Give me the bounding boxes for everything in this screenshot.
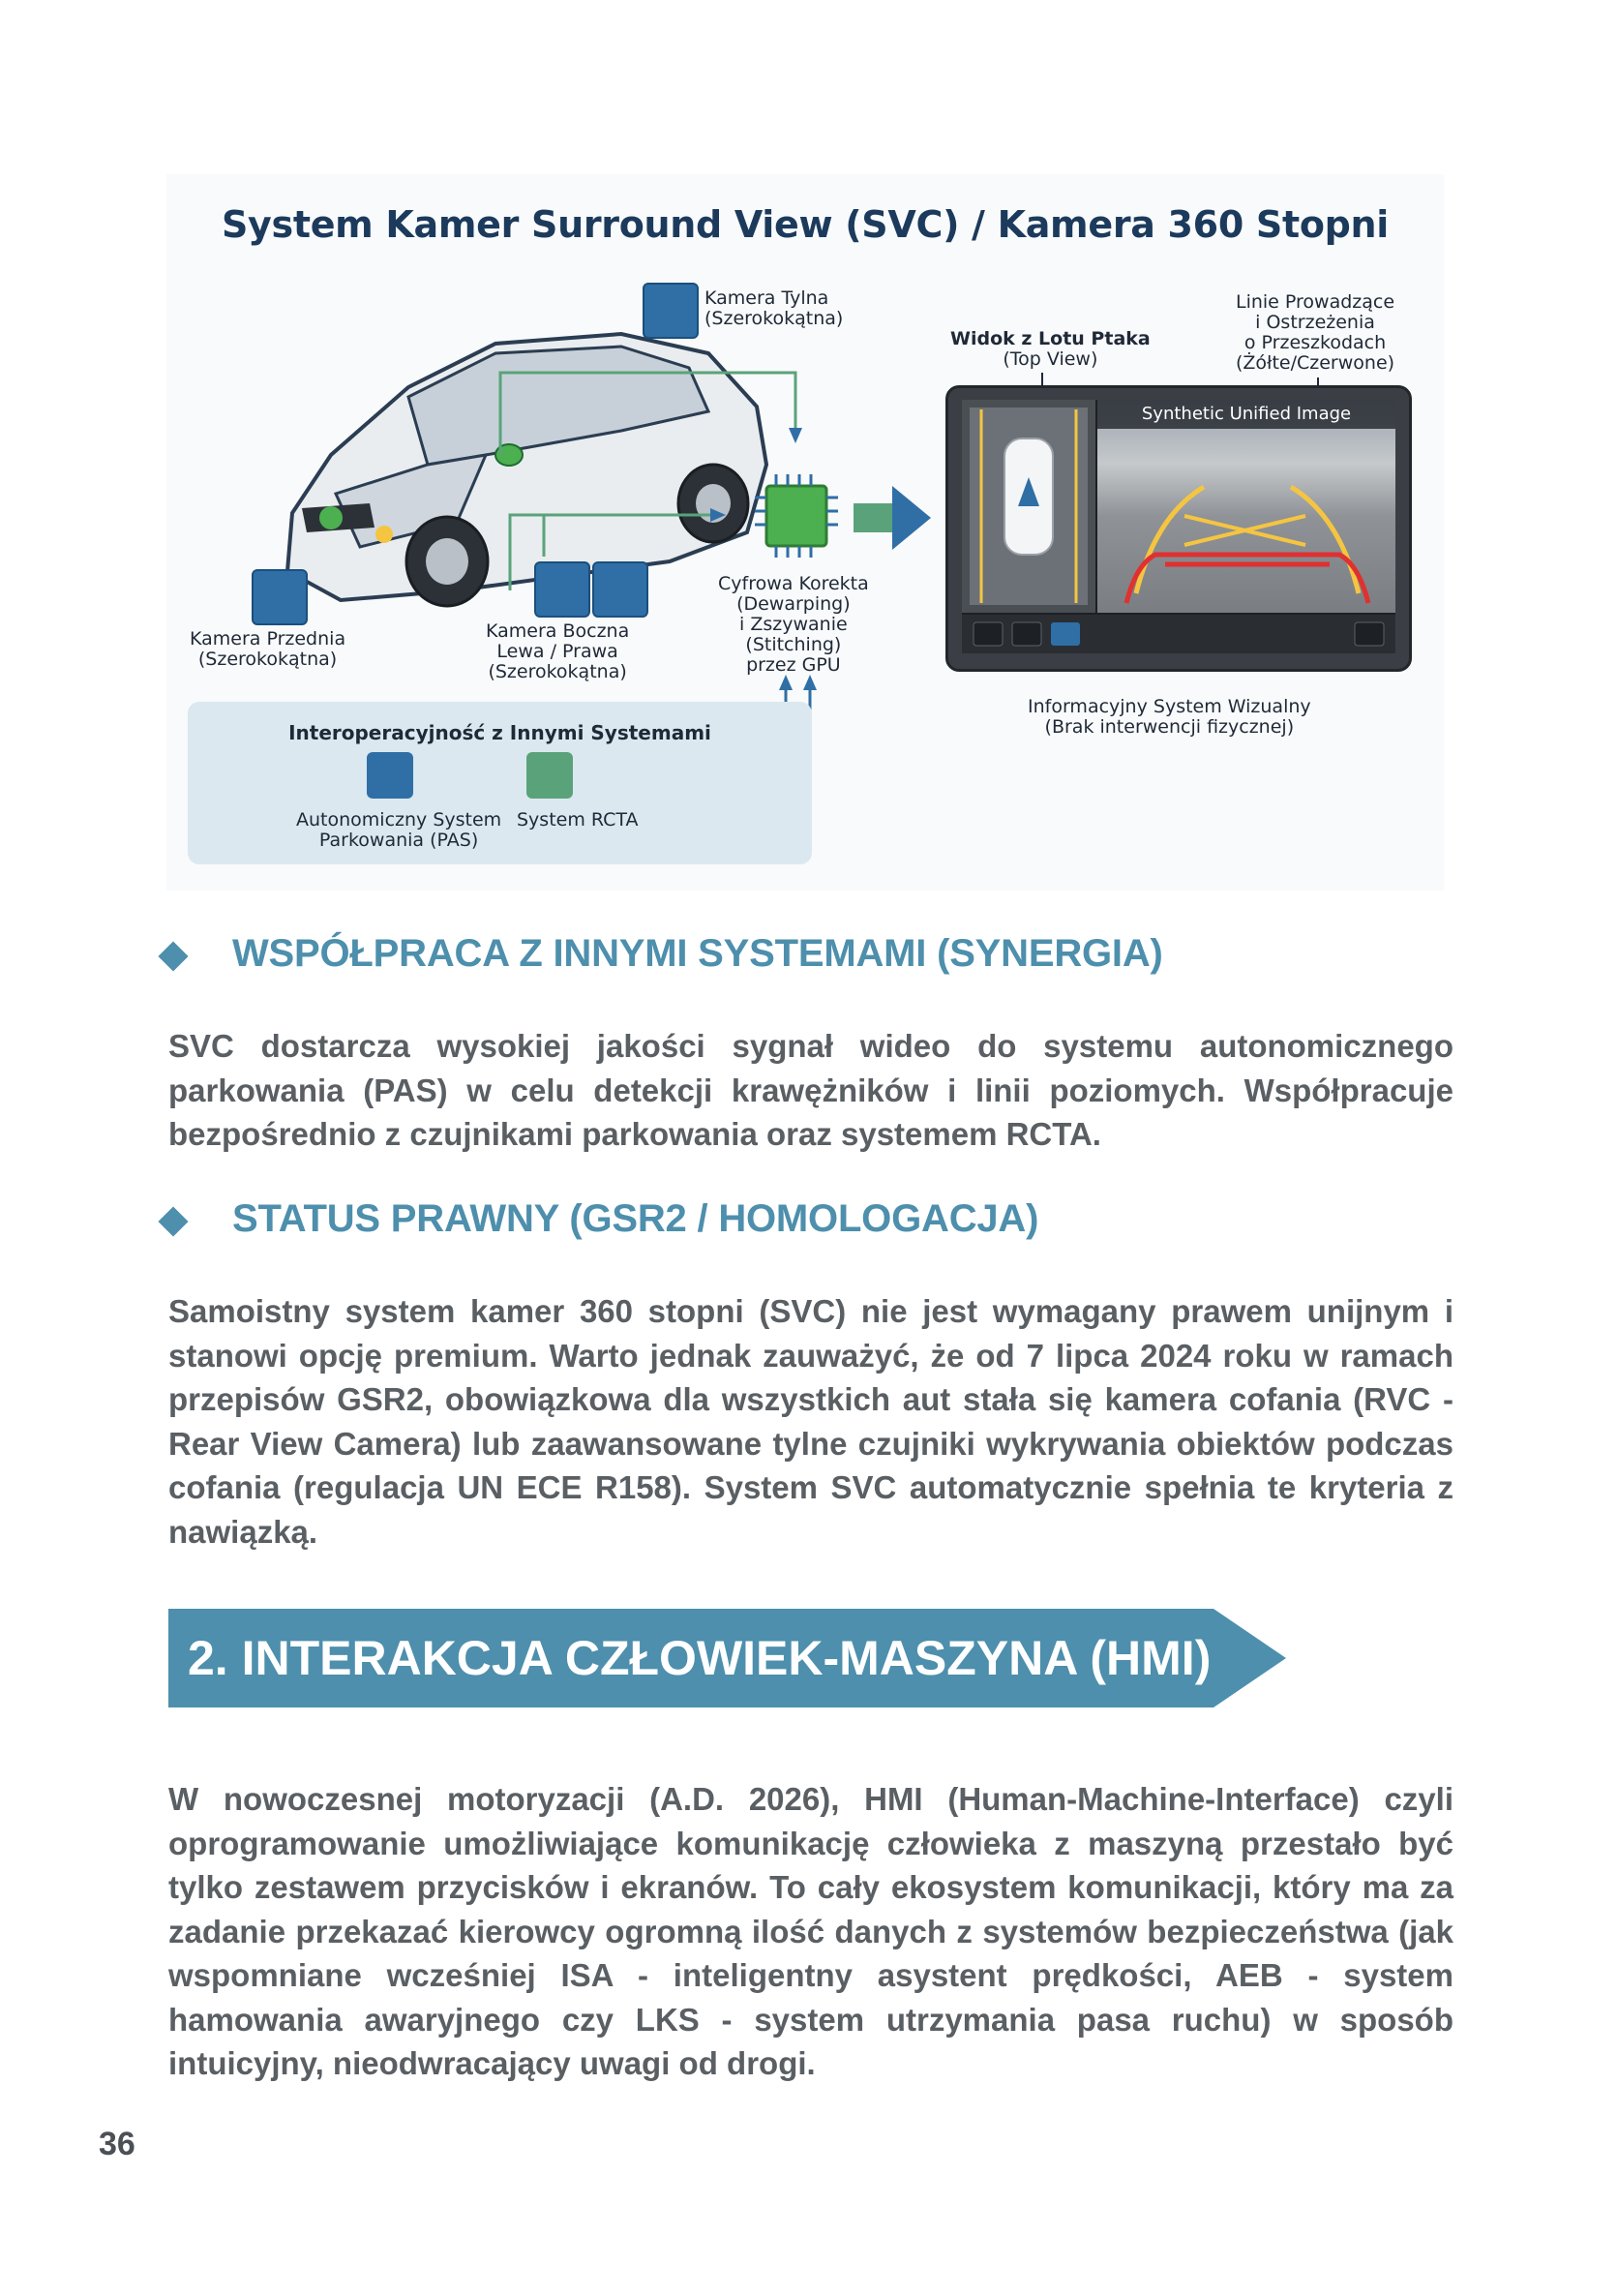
right-camera-icon xyxy=(592,561,648,618)
interop-box xyxy=(188,702,812,864)
page-number: 36 xyxy=(99,2126,135,2162)
front-camera-icon xyxy=(252,569,308,625)
svc-diagram xyxy=(166,174,1444,891)
display-monitor xyxy=(945,385,1412,672)
chapter-title: 2. INTERAKCJA CZŁOWIEK-MASZYNA (HMI) xyxy=(188,1631,1212,1685)
rcta-icon xyxy=(526,752,573,799)
rear-camera-icon xyxy=(643,283,699,339)
gpu-chip-icon xyxy=(755,474,838,558)
section-body-synergy: SVC dostarcza wysokiej jakości sygnał wideo do systemu autonomicznego parkowania (PAS) w celu detekcji krawężników i linii poziomych. Współpracuje bezpośrednio z czujnikami parkowania oraz systemem RCTA. xyxy=(168,1028,1453,1152)
screen-controls xyxy=(962,615,1395,653)
section-body-legal: Samoistny system kamer 360 stopni (SVC) nie jest wymagany prawem unijnym i stanowi opcję premium. Warto jednak zauważyć, że od 7 lipca 2024 roku w ramach przepisów GSR2, obowiązkowa dla wszystkich aut stała się kamera cofania (RVC - Rear View Camera) lub zaawansowane tylne czujniki wykrywania obiektów podczas cofania (regulacja UN ECE R158). System SVC automatycznie spełnia te kryteria z nawiązką. xyxy=(168,1293,1453,1550)
chapter-body: W nowoczesnej motoryzacji (A.D. 2026), HMI (Human-Machine-Interface) czyli oprogramowanie umożliwiające komunikację człowieka z maszyną przestało być tylko zestawem przycisków i ekranów. To cały ekosystem komunikacji, który ma za zadanie przekazać kierowcy ogromną ilość danych z systemów bezpieczeństwa (jak wspomniane wcześniej ISA - inteligentny asystent prędkości, AEB - system hamowania awaryjnego czy LKS - system utrzymania pasa ruchu) w sposób intuicyjny, nieodwracający uwagi od drogi. xyxy=(168,1781,1453,2081)
gpu-caption: Cyfrowa Korekta (Dewarping) i Zszywanie (Stitching) przez GPU xyxy=(718,573,869,676)
info-system-caption: Informacyjny System Wizualny (Brak interwencji fizycznej) xyxy=(1028,696,1311,738)
rcta-caption: System RCTA xyxy=(517,809,639,831)
top-view-image xyxy=(962,400,1095,613)
display-screen xyxy=(962,400,1395,653)
pas-icon xyxy=(367,752,413,799)
diamond-bullet-icon xyxy=(158,1206,188,1236)
top-view-caption: Widok z Lotu Ptaka (Top View) xyxy=(950,328,1151,370)
left-camera-icon xyxy=(534,561,590,618)
screen-label: Synthetic Unified Image xyxy=(1097,400,1395,429)
rear-camera-view xyxy=(1097,400,1395,613)
diamond-bullet-icon xyxy=(158,941,188,971)
chapter-banner xyxy=(168,1609,1286,1707)
interop-title: Interoperacyjność z Innymi Systemami xyxy=(288,721,711,744)
pas-caption: Autonomiczny System Parkowania (PAS) xyxy=(296,809,502,851)
side-camera-caption: Kamera Boczna Lewa / Prawa (Szerokokątna) xyxy=(486,620,630,682)
output-arrow-icon xyxy=(854,486,931,550)
car-illustration xyxy=(287,334,766,606)
front-camera-caption: Kamera Przednia (Szerokokątna) xyxy=(190,628,346,670)
diagram-title: System Kamer Surround View (SVC) / Kamera 360 Stopni xyxy=(221,203,1390,246)
guides-caption: Linie Prowadzące i Ostrzeżenia o Przeszkodach (Żółte/Czerwone) xyxy=(1236,291,1395,374)
rear-camera-caption: Kamera Tylna (Szerokokątna) xyxy=(704,287,844,329)
